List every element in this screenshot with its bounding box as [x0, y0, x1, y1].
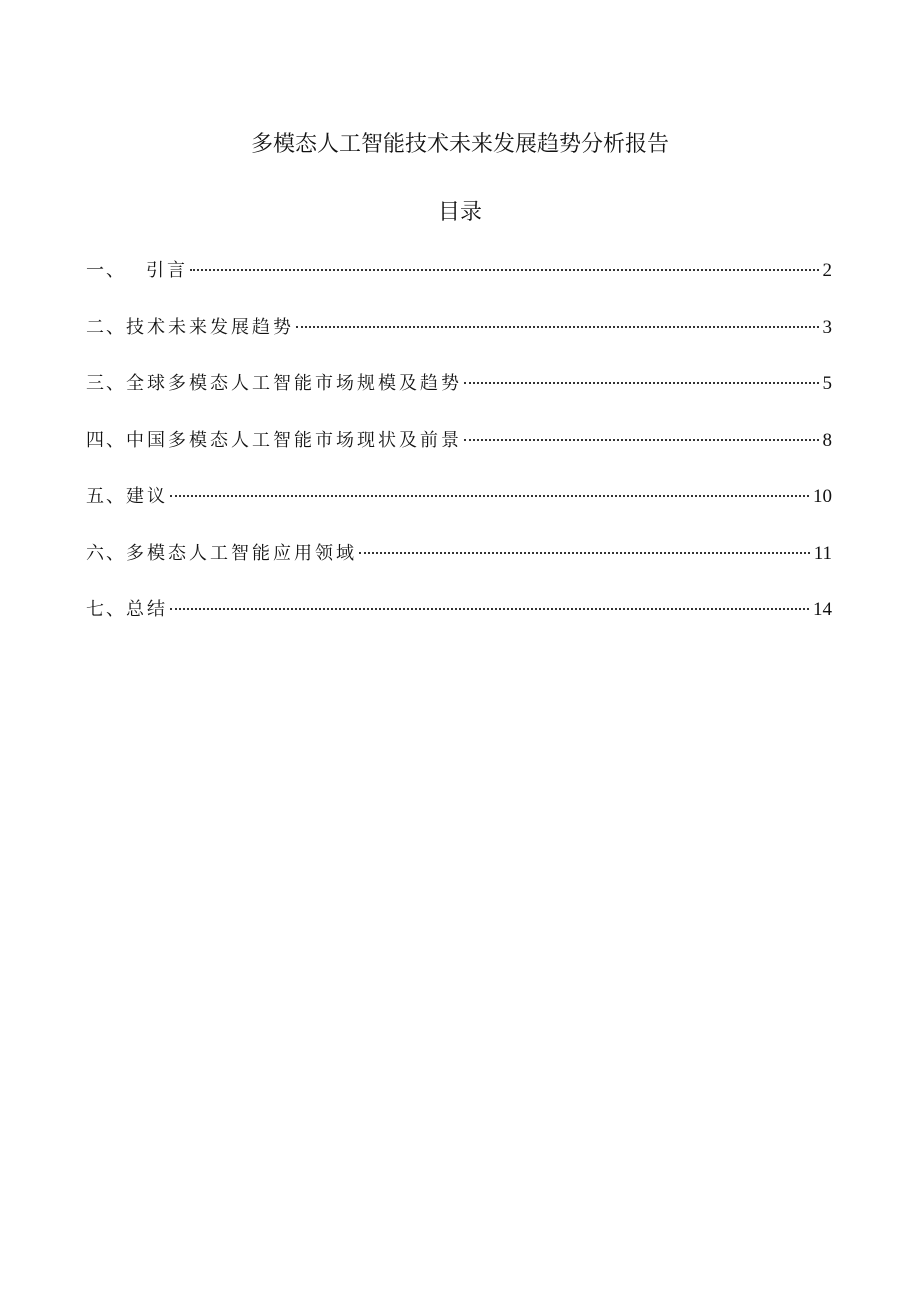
toc-entry-page: 11: [813, 542, 832, 564]
toc-entry-page: 5: [822, 373, 832, 394]
toc-dot-leader: [170, 608, 809, 610]
toc-entry-2[interactable]: [86, 314, 832, 371]
toc-entry-title: 技术未来发展趋势: [126, 316, 294, 338]
toc-entry-7[interactable]: [86, 596, 832, 653]
toc-entry-6[interactable]: [86, 540, 832, 597]
toc-entry-page: 10: [813, 486, 832, 507]
toc-dot-leader: [359, 552, 810, 554]
toc-entry-number: 五、: [86, 486, 126, 507]
toc-entry-number: 七、: [86, 599, 126, 620]
toc-entry-title: 全球多模态人工智能市场规模及趋势: [126, 373, 462, 394]
table-of-contents: [86, 257, 832, 653]
toc-entry-1[interactable]: [86, 257, 832, 314]
toc-entry-title: 建议: [126, 486, 168, 507]
toc-entry-page: 3: [822, 316, 832, 338]
document-title: 多模态人工智能技术未来发展趋势分析报告: [250, 132, 669, 157]
toc-dot-leader: [170, 495, 809, 497]
toc-entry-page: 8: [822, 429, 832, 451]
toc-heading: 目录: [437, 200, 482, 225]
toc-entry-number: 六、: [86, 542, 126, 564]
toc-entry-number: 四、: [86, 429, 126, 451]
toc-dot-leader: [296, 326, 819, 328]
toc-entry-title: 中国多模态人工智能市场现状及前景: [126, 429, 462, 451]
toc-entry-5[interactable]: [86, 483, 832, 540]
toc-entry-page: 2: [822, 260, 832, 281]
toc-entry-page: 14: [813, 599, 832, 620]
toc-dot-leader: [464, 382, 819, 384]
toc-entry-number: 三、: [86, 373, 126, 394]
toc-entry-number: 一、: [86, 260, 126, 281]
toc-dot-leader: [190, 269, 819, 271]
toc-entry-number: 二、: [86, 316, 126, 338]
toc-entry-title: 多模态人工智能应用领域: [126, 542, 357, 564]
toc-entry-4[interactable]: [86, 427, 832, 484]
toc-entry-3[interactable]: [86, 370, 832, 427]
toc-dot-leader: [464, 439, 819, 441]
toc-entry-title: 引言: [146, 260, 188, 281]
toc-entry-title: 总结: [126, 599, 168, 620]
